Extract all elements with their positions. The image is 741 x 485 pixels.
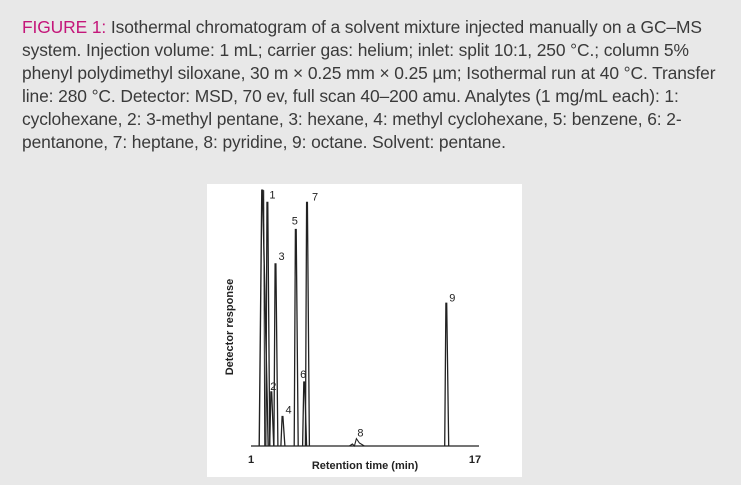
peak-2 bbox=[270, 392, 274, 446]
peak-label-6: 6 bbox=[300, 369, 307, 382]
figure-caption-text: Isothermal chromatogram of a solvent mixture injected manually on a GC–MS system. Injection volume: 1 mL; carrier gas: helium; inlet: split 10:1, 250 °C.; column 5% phenyl polydimethyl siloxane, 30 m × 0.25 mm × 0.25 µm; Isothermal run at 40 °C. Transfer line: 280 °C. Detector: MSD, 70 ev, full scan 40–200 amu. Analytes (1 mg/mL each): 1: cyclohexane, 2: 3-methyl pentane, 3: hexane, 4: methyl cyclohexane, 5: benzene, 6: 2-pentanone, 7: heptane, 8: pyridine, 9: octane. Solvent: pentane. bbox=[22, 17, 716, 152]
x-axis-title: Retention time (min) bbox=[311, 460, 419, 472]
peak-label-5: 5 bbox=[291, 215, 298, 228]
peak-5 bbox=[294, 230, 298, 446]
peak-7 bbox=[305, 202, 309, 446]
peak-4 bbox=[281, 416, 285, 446]
peak-label-1: 1 bbox=[269, 189, 276, 202]
plot-panel bbox=[207, 184, 522, 477]
x-tick-label: 1 bbox=[247, 454, 255, 466]
chromatogram-chart bbox=[207, 184, 522, 477]
figure-label: FIGURE 1: bbox=[22, 17, 107, 37]
peak-label-4: 4 bbox=[285, 404, 292, 417]
peak-3 bbox=[274, 264, 278, 446]
x-tick-label: 17 bbox=[468, 454, 482, 466]
peak-label-3: 3 bbox=[278, 250, 285, 263]
peak-label-2: 2 bbox=[270, 380, 277, 393]
peak-label-7: 7 bbox=[311, 191, 319, 204]
peak-9 bbox=[445, 303, 449, 446]
chart-axes bbox=[224, 279, 481, 472]
peak-8 bbox=[349, 439, 364, 446]
figure-caption bbox=[22, 16, 732, 154]
y-axis-title: Detector response bbox=[224, 278, 236, 376]
peak-label-9: 9 bbox=[449, 292, 456, 305]
peak-label-8: 8 bbox=[357, 427, 364, 440]
solvent-peak-shoulder bbox=[264, 190, 265, 446]
